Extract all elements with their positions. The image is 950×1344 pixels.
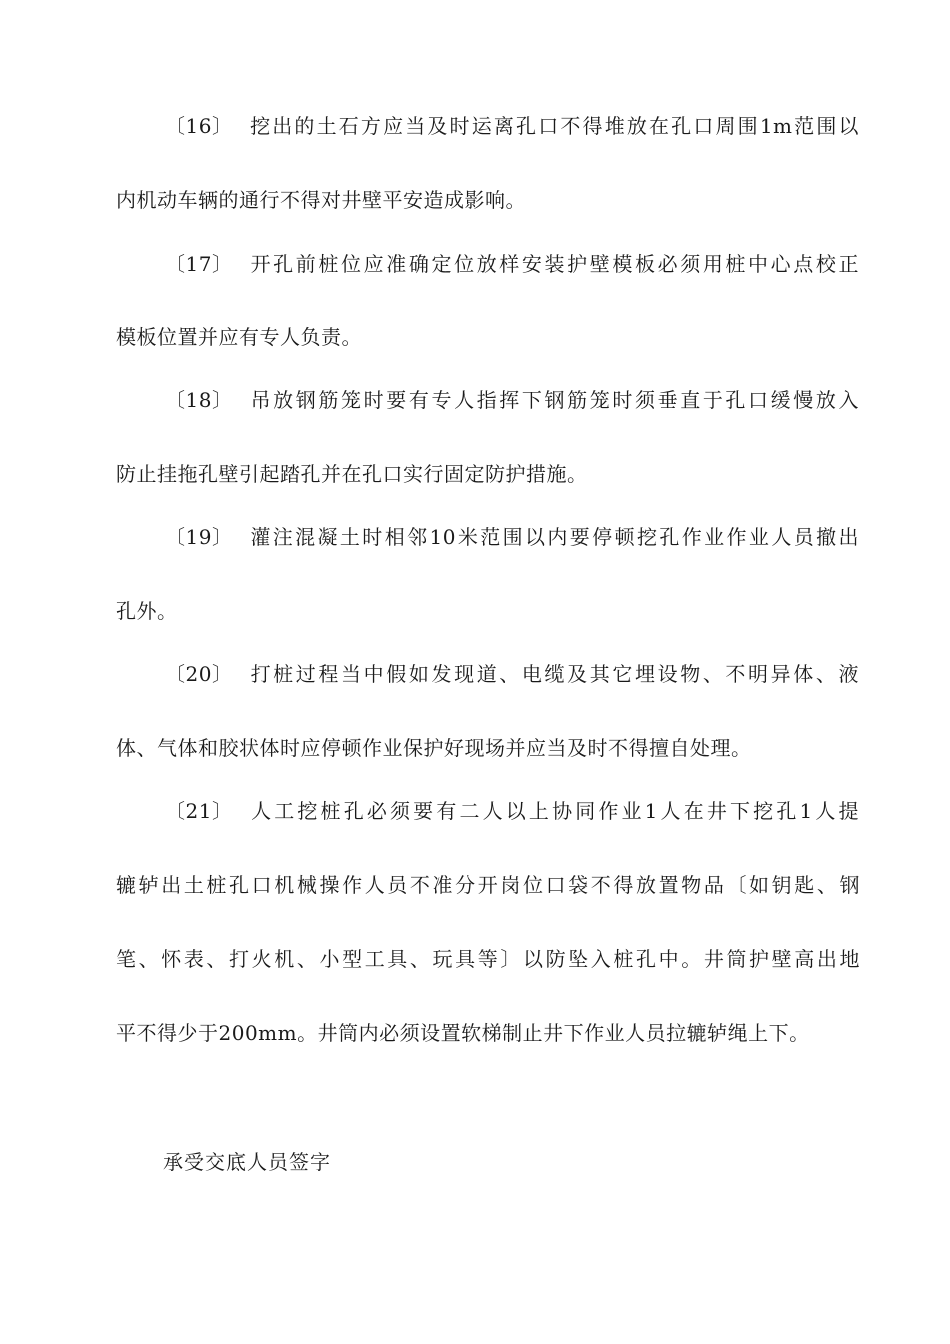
item-21-line-2 xyxy=(116,871,860,899)
item-17-line-2 xyxy=(116,323,860,351)
item-21-line-1 xyxy=(165,797,859,825)
item-text: 灌注混凝土时相邻10米范围以内要停顿挖孔作业作业人员撤出 xyxy=(248,525,859,549)
item-16-line-1 xyxy=(165,112,859,140)
item-number: 〔19〕 xyxy=(165,525,233,549)
item-text: 模板位置并应有专人负责。 xyxy=(116,325,362,349)
item-text: 防止挂拖孔壁引起踏孔并在孔口实行固定防护措施。 xyxy=(116,462,588,486)
item-number: 〔21〕 xyxy=(165,799,233,823)
item-text: 平不得少于200mm。井筒内必须设置软梯制止井下作业人员拉辘轳绳上下。 xyxy=(116,1021,810,1045)
item-text: 体、气体和胶状体时应停顿作业保护好现场并应当及时不得擅自处理。 xyxy=(116,736,752,760)
item-text: 笔、怀表、打火机、小型工具、玩具等〕以防坠入桩孔中。井筒护壁高出地 xyxy=(116,947,860,971)
item-text: 挖出的土石方应当及时运离孔口不得堆放在孔口周围1m范围以 xyxy=(248,114,859,138)
item-text: 打桩过程当中假如发现道、电缆及其它埋设物、不明异体、液 xyxy=(248,662,859,686)
item-number: 〔18〕 xyxy=(165,388,233,412)
item-number: 〔20〕 xyxy=(165,662,233,686)
item-text: 吊放钢筋笼时要有专人指挥下钢筋笼时须垂直于孔口缓慢放入 xyxy=(248,388,859,412)
item-20-line-1 xyxy=(165,660,859,688)
item-18-line-2 xyxy=(116,460,860,488)
item-17-line-1 xyxy=(165,250,859,278)
item-text: 开孔前桩位应准确定位放样安装护壁模板必须用桩中心点校正 xyxy=(248,252,859,276)
item-19-line-2 xyxy=(116,597,860,625)
item-number: 〔17〕 xyxy=(165,252,233,276)
item-19-line-1 xyxy=(165,523,859,551)
item-20-line-2 xyxy=(116,734,860,762)
item-text: 孔外。 xyxy=(116,599,178,623)
item-text: 辘轳出土桩孔口机械操作人员不准分开岗位口袋不得放置物品〔如钥匙、钢 xyxy=(116,873,860,897)
item-number: 〔16〕 xyxy=(165,114,233,138)
item-21-line-4 xyxy=(116,1019,860,1047)
item-text: 人工挖桩孔必须要有二人以上协同作业1人在井下挖孔1人提 xyxy=(248,799,859,823)
item-16-line-2 xyxy=(116,186,860,214)
item-18-line-1 xyxy=(165,386,859,414)
item-21-line-3 xyxy=(116,945,860,973)
item-text: 内机动车辆的通行不得对井壁平安造成影响。 xyxy=(116,188,526,212)
signature-label: 承受交底人员签字 xyxy=(163,1150,331,1174)
